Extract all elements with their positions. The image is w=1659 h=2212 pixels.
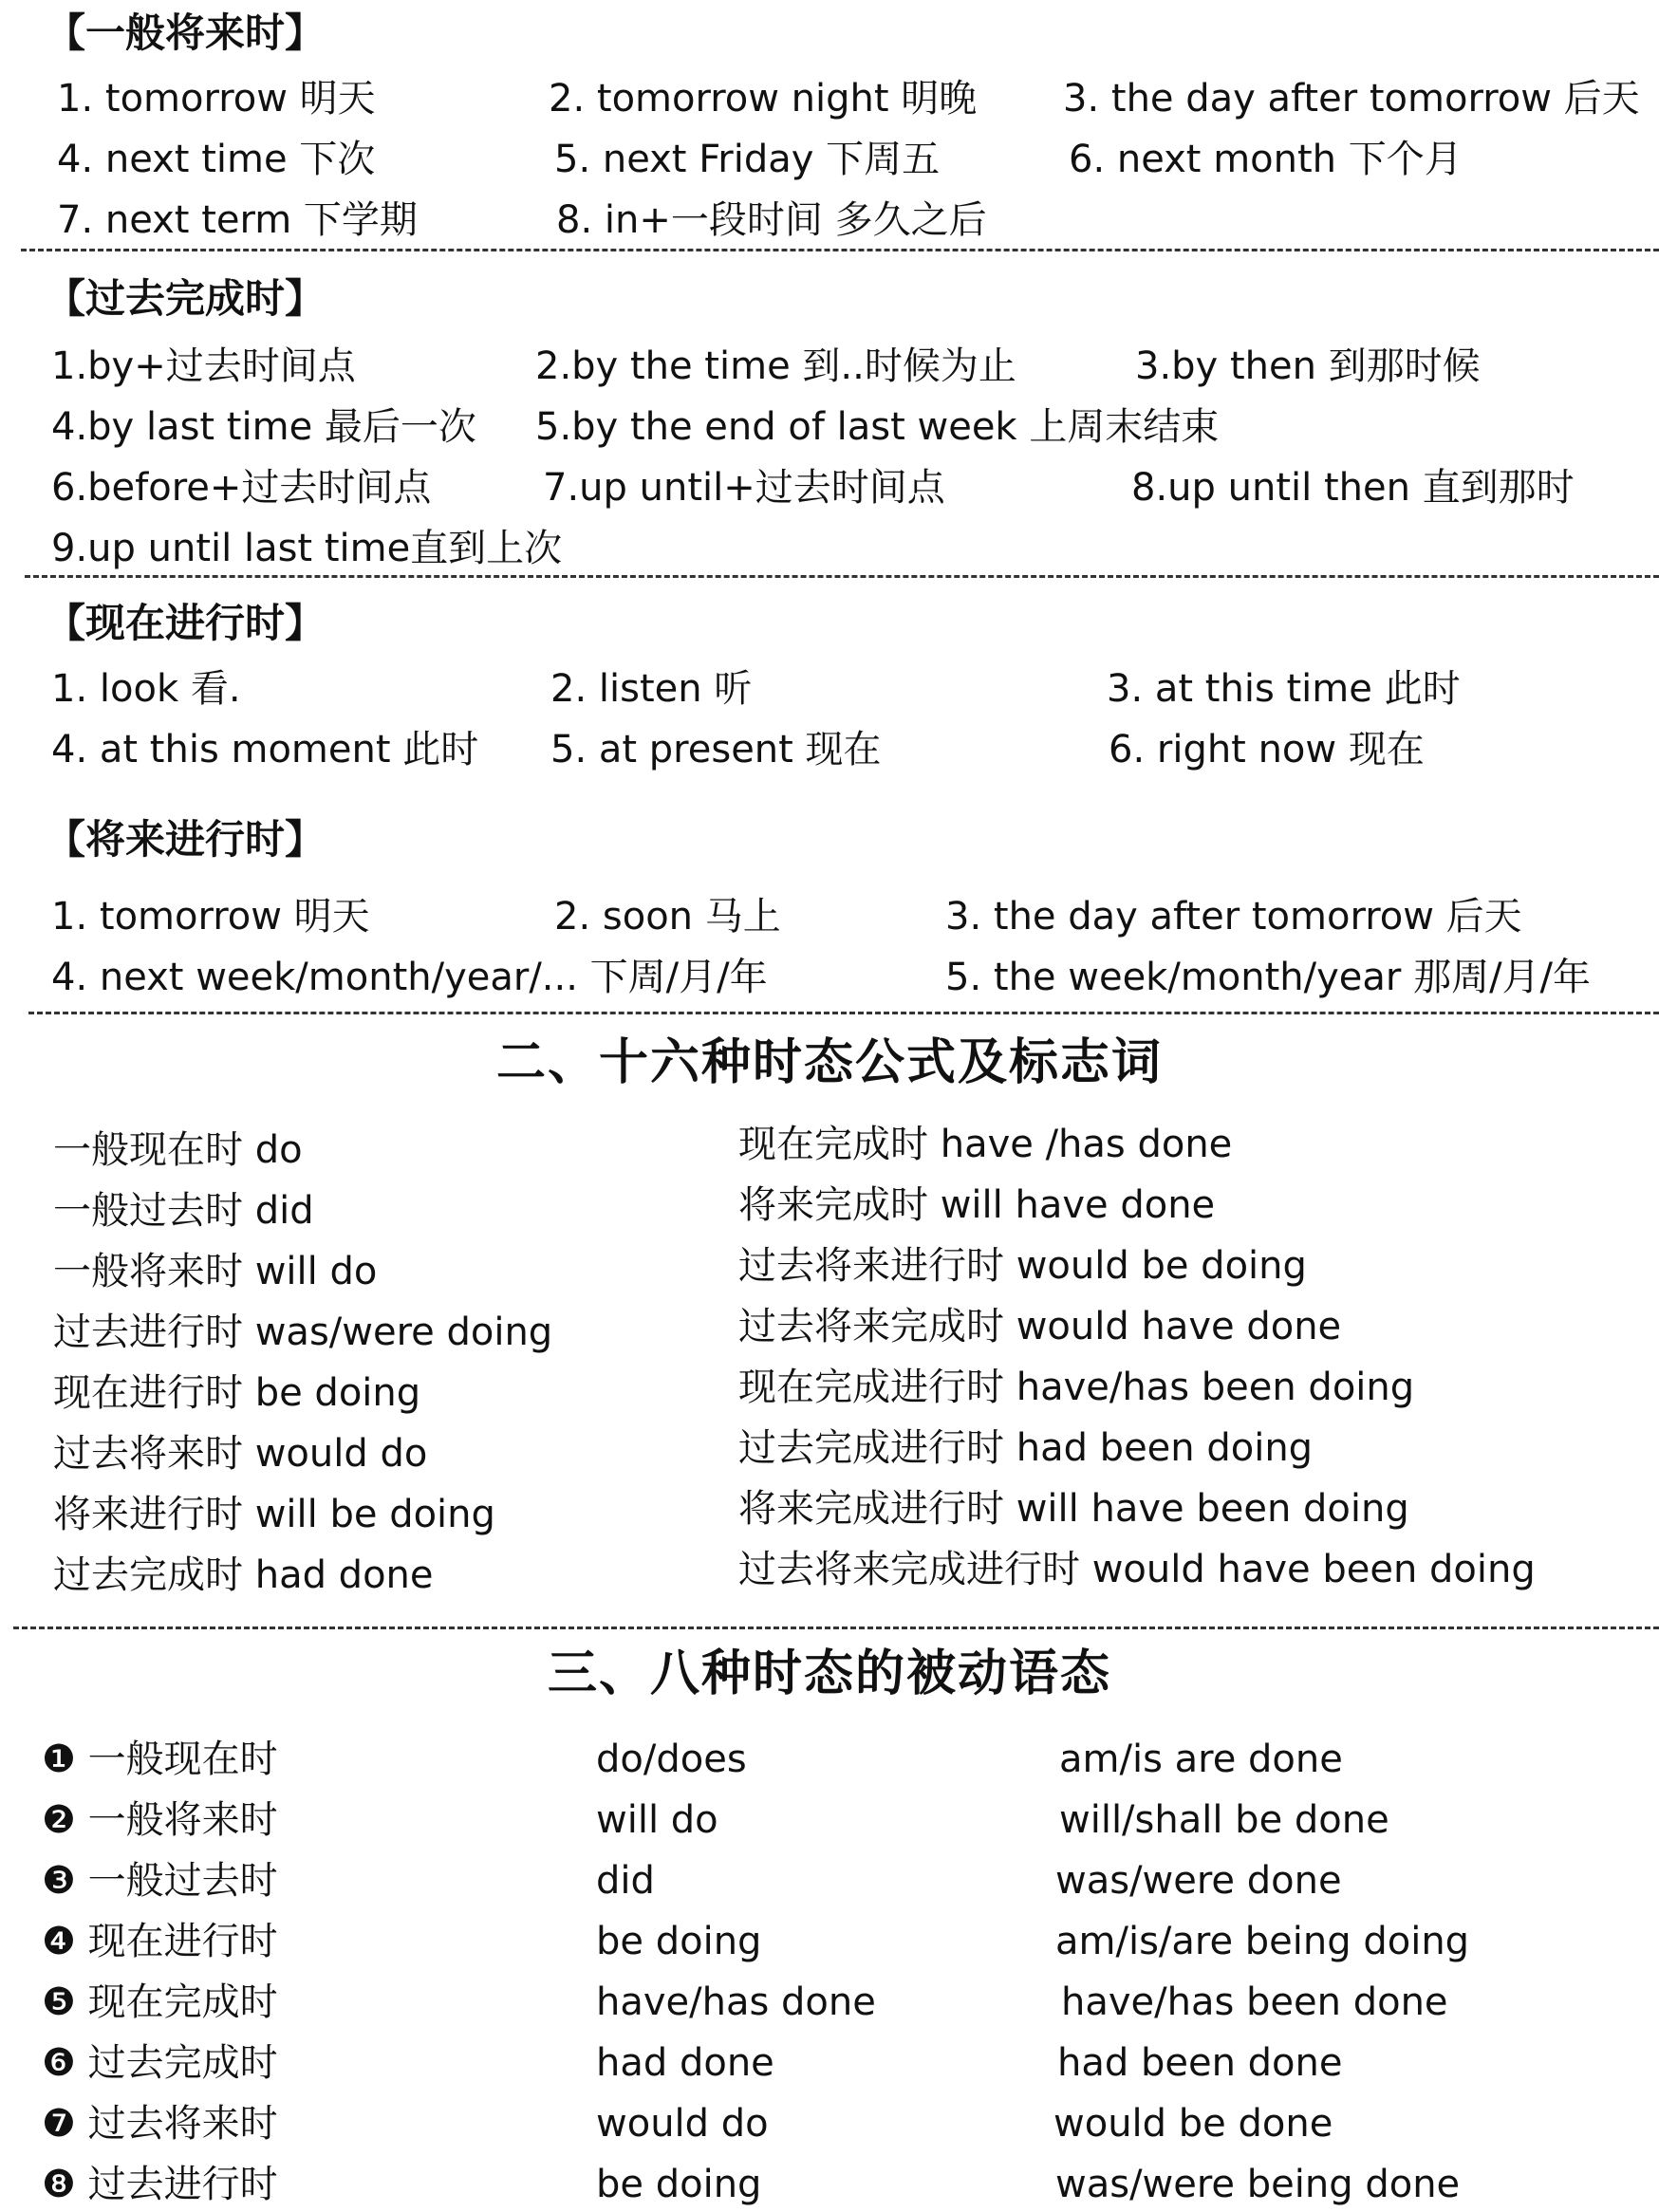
passive-row-passive: will/shall be done xyxy=(1059,1798,1389,1842)
passive-row-active: do/does xyxy=(596,1738,747,1781)
list-item: 9.up until last time直到上次 xyxy=(51,527,563,570)
list-item: 5. at present 现在 xyxy=(550,728,882,771)
section-title-passive-voice: 三、八种时态的被动语态 xyxy=(547,1645,1111,1702)
list-item: 1. tomorrow 明天 xyxy=(51,895,370,939)
list-item: 4. at this moment 此时 xyxy=(51,728,479,771)
list-item: 5.by the end of last week 上周末结束 xyxy=(535,405,1220,449)
tense-formula: 将来完成时 will have done xyxy=(738,1183,1216,1227)
list-item: 2.by the time 到..时候为止 xyxy=(535,344,1016,388)
tense-formula: 过去完成进行时 had been doing xyxy=(738,1426,1314,1470)
list-item: 3. the day after tomorrow 后天 xyxy=(945,895,1522,939)
passive-row-tense: ❺ 现在完成时 xyxy=(42,1980,278,2024)
passive-row-tense: ❽ 过去进行时 xyxy=(42,2163,278,2206)
list-item: 4.by last time 最后一次 xyxy=(51,405,476,449)
list-item: 6.before+过去时间点 xyxy=(51,466,432,510)
list-item: 5. next Friday 下周五 xyxy=(554,138,941,181)
passive-row-tense: ❶ 一般现在时 xyxy=(42,1738,278,1781)
section-title-past-perfect: 【过去完成时】 xyxy=(46,275,326,322)
list-item: 1. look 看. xyxy=(51,667,241,711)
tense-formula: 过去将来完成时 would have done xyxy=(738,1305,1342,1348)
list-item: 4. next time 下次 xyxy=(57,138,376,181)
list-item: 7. next term 下学期 xyxy=(57,198,418,242)
passive-row-active: had done xyxy=(596,2041,774,2085)
list-item: 6. right now 现在 xyxy=(1109,728,1425,771)
list-item: 8. in+一段时间 多久之后 xyxy=(556,198,987,242)
passive-row-passive: am/is are done xyxy=(1059,1738,1343,1781)
tense-formula: 现在进行时 be doing xyxy=(53,1371,421,1415)
list-item: 3. at this time 此时 xyxy=(1107,667,1461,711)
list-item: 7.up until+过去时间点 xyxy=(543,466,945,510)
passive-row-passive: was/were done xyxy=(1055,1859,1342,1903)
tense-formula: 过去进行时 was/were doing xyxy=(53,1310,553,1354)
passive-row-active: did xyxy=(596,1859,655,1903)
tense-formula: 过去将来完成进行时 would have been doing xyxy=(738,1548,1536,1591)
passive-row-passive: was/were being done xyxy=(1055,2163,1461,2206)
passive-row-passive: had been done xyxy=(1057,2041,1343,2085)
tense-formula: 过去将来进行时 would be doing xyxy=(738,1244,1307,1288)
passive-row-passive: am/is/are being doing xyxy=(1055,1920,1470,1963)
list-item: 6. next month 下个月 xyxy=(1069,138,1463,181)
section-title-future-continuous: 【将来进行时】 xyxy=(46,816,326,863)
list-item: 2. soon 马上 xyxy=(554,895,781,939)
passive-row-active: be doing xyxy=(596,2163,762,2206)
tense-formula: 一般过去时 did xyxy=(53,1189,314,1233)
list-item: 3.by then 到那时候 xyxy=(1135,344,1481,388)
list-item: 1. tomorrow 明天 xyxy=(57,77,376,121)
dashed-divider xyxy=(13,1626,1659,1629)
dashed-divider xyxy=(21,249,1659,251)
tense-formula: 将来完成进行时 will have been doing xyxy=(738,1487,1409,1531)
tense-formula: 过去将来时 would do xyxy=(53,1432,428,1476)
passive-row-active: have/has done xyxy=(596,1980,876,2024)
section-title-simple-future: 【一般将来时】 xyxy=(46,9,326,56)
list-item: 2. listen 听 xyxy=(550,667,753,711)
list-item: 5. the week/month/year 那周/月/年 xyxy=(945,956,1592,999)
passive-row-passive: have/has been done xyxy=(1061,1980,1448,2024)
list-item: 3. the day after tomorrow 后天 xyxy=(1063,77,1640,121)
list-item: 4. next week/month/year/... 下周/月/年 xyxy=(51,956,768,999)
section-title-sixteen-tenses: 二、十六种时态公式及标志词 xyxy=(495,1034,1163,1091)
passive-row-tense: ❹ 现在进行时 xyxy=(42,1920,278,1963)
tense-formula: 过去完成时 had done xyxy=(53,1553,434,1597)
passive-row-tense: ❸ 一般过去时 xyxy=(42,1859,278,1903)
passive-row-tense: ❻ 过去完成时 xyxy=(42,2041,278,2085)
tense-formula: 一般将来时 will do xyxy=(53,1250,378,1293)
passive-row-active: will do xyxy=(596,1798,718,1842)
tense-formula: 将来进行时 will be doing xyxy=(53,1493,495,1536)
tense-formula: 现在完成时 have /has done xyxy=(738,1123,1233,1166)
list-item: 2. tomorrow night 明晚 xyxy=(549,77,978,121)
tense-formula: 一般现在时 do xyxy=(53,1128,303,1172)
passive-row-passive: would be done xyxy=(1053,2102,1333,2146)
passive-row-tense: ❼ 过去将来时 xyxy=(42,2102,278,2146)
passive-row-tense: ❷ 一般将来时 xyxy=(42,1798,278,1842)
section-title-present-continuous: 【现在进行时】 xyxy=(46,600,326,646)
dashed-divider xyxy=(25,575,1659,578)
passive-row-active: be doing xyxy=(596,1920,762,1963)
tense-formula: 现在完成进行时 have/has been doing xyxy=(738,1366,1415,1409)
dashed-divider xyxy=(28,1012,1659,1014)
list-item: 8.up until then 直到那时 xyxy=(1131,466,1575,510)
list-item: 1.by+过去时间点 xyxy=(51,344,356,388)
passive-row-active: would do xyxy=(596,2102,769,2146)
